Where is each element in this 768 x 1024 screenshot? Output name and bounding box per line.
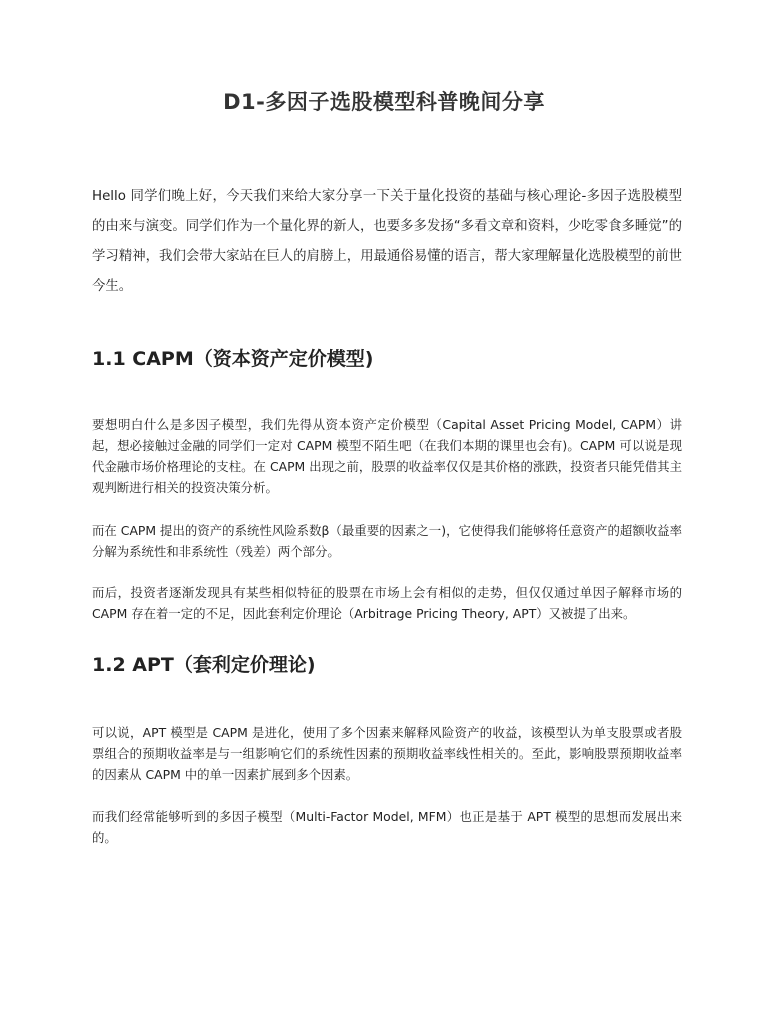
capm-paragraph-1: 要想明白什么是多因子模型，我们先得从资本资产定价模型（Capital Asset Pricing Model, CAPM）讲起，想必接触过金融的同学们一定对 CAPM 模型不陌生吧（在我们本期的课里也会有)。CAPM 可以说是现代金融市场价格理论的支柱。在 CAPM 出现之前，股票的收益率仅仅是其价格的涨跌，投资者只能凭借其主观判断进行相关的投资决策分析。: [92, 417, 682, 495]
capm-paragraph-2: 而在 CAPM 提出的资产的系统性风险系数β（最重要的因素之一)，它使得我们能够将任意资产的超额收益率分解为系统性和非系统性（残差）两个部分。: [92, 523, 682, 559]
document-title: D1-多因子选股模型科普晚间分享: [223, 90, 545, 114]
apt-paragraph-2: 而我们经常能够听到的多因子模型（Multi-Factor Model, MFM）也正是基于 APT 模型的思想而发展出来的。: [92, 809, 682, 845]
intro-paragraph: Hello 同学们晚上好，今天我们来给大家分享一下关于量化投资的基础与核心理论-多因子选股模型的由来与演变。同学们作为一个量化界的新人，也要多多发扬“多看文章和资料，少吃零食多睡觉”的学习精神，我们会带大家站在巨人的肩膀上，用最通俗易懂的语言，帮大家理解量化选股模型的前世今生。: [92, 189, 682, 294]
section-heading-capm: 1.1 CAPM（资本资产定价模型): [92, 348, 374, 370]
section-heading-apt: 1.2 APT（套利定价理论): [92, 654, 316, 676]
apt-paragraph-1: 可以说，APT 模型是 CAPM 是进化，使用了多个因素来解释风险资产的收益，该模型认为单支股票或者股票组合的预期收益率是与一组影响它们的系统性因素的预期收益率线性相关的。至此，影响股票预期收益率的因素从 CAPM 中的单一因素扩展到多个因素。: [92, 725, 682, 782]
capm-paragraph-3: 而后，投资者逐渐发现具有某些相似特征的股票在市场上会有相似的走势，但仅仅通过单因子解释市场的 CAPM 存在着一定的不足，因此套利定价理论（Arbitrage Pricing Theory, APT）又被提了出来。: [92, 585, 682, 621]
